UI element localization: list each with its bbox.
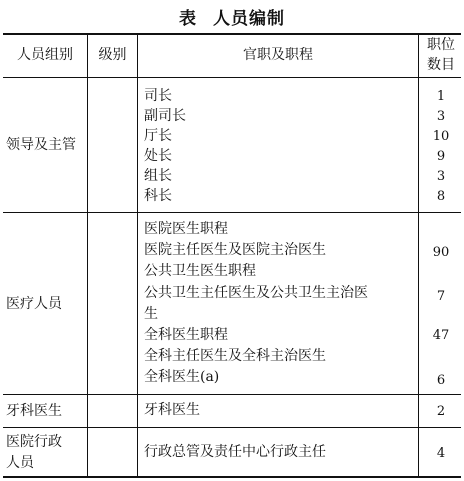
position-item: 全科医生(a) — [144, 369, 220, 385]
header-level: 级别 — [98, 47, 127, 63]
header-count-line1: 职位 — [427, 37, 455, 53]
position-count: 90 — [432, 245, 450, 260]
header-group: 人员组别 — [17, 47, 73, 63]
position-item: 医院医生职程 — [144, 221, 228, 237]
position-item: 全科医生职程 — [144, 327, 228, 343]
group-label-admin-line1: 医院行政 — [6, 434, 62, 450]
position-item: 生 — [144, 306, 158, 322]
group-label-dental: 牙科医生 — [6, 403, 62, 419]
position-item: 行政总管及责任中心行政主任 — [144, 444, 326, 460]
group-label-medical: 医疗人员 — [6, 296, 62, 312]
position-item: 科长 — [144, 188, 172, 204]
position-count: 1 — [436, 89, 446, 104]
group-label-leadership: 领导及主管 — [6, 137, 76, 153]
position-item: 牙科医生 — [144, 402, 200, 418]
position-count: 3 — [436, 109, 446, 124]
position-item: 组长 — [144, 168, 172, 184]
position-item: 厅长 — [144, 128, 172, 144]
position-count: 6 — [436, 373, 446, 388]
column-divider-2 — [137, 33, 138, 478]
position-count: 47 — [432, 328, 450, 343]
top-rule — [3, 33, 461, 35]
section-rule-2 — [3, 394, 461, 395]
column-divider-1 — [87, 33, 88, 478]
table-title-text: 人员编制 — [213, 9, 285, 29]
position-item: 全科主任医生及全科主治医生 — [144, 348, 326, 364]
position-item: 医院主任医生及医院主治医生 — [144, 242, 326, 258]
position-count: 10 — [432, 129, 450, 144]
position-item: 公共卫生主任医生及公共卫生主治医 — [144, 285, 368, 301]
table-title — [0, 4, 464, 29]
position-count: 9 — [436, 149, 446, 164]
position-count: 3 — [436, 169, 446, 184]
header-count-line2: 数目 — [427, 57, 455, 73]
position-item: 处长 — [144, 148, 172, 164]
table-title-prefix: 表 — [179, 9, 197, 29]
position-count: 2 — [436, 404, 446, 419]
header-position: 官职及职程 — [243, 47, 313, 63]
group-label-admin-line2: 人员 — [6, 455, 34, 471]
position-count: 4 — [436, 446, 446, 461]
bottom-rule — [3, 476, 461, 478]
section-rule-1 — [3, 212, 461, 213]
position-item: 司长 — [144, 88, 172, 104]
position-item: 副司长 — [144, 108, 186, 124]
position-item: 公共卫生医生职程 — [144, 263, 256, 279]
section-rule-3 — [3, 427, 461, 428]
position-count: 8 — [436, 189, 446, 204]
header-rule — [3, 77, 461, 78]
position-count: 7 — [436, 289, 446, 304]
